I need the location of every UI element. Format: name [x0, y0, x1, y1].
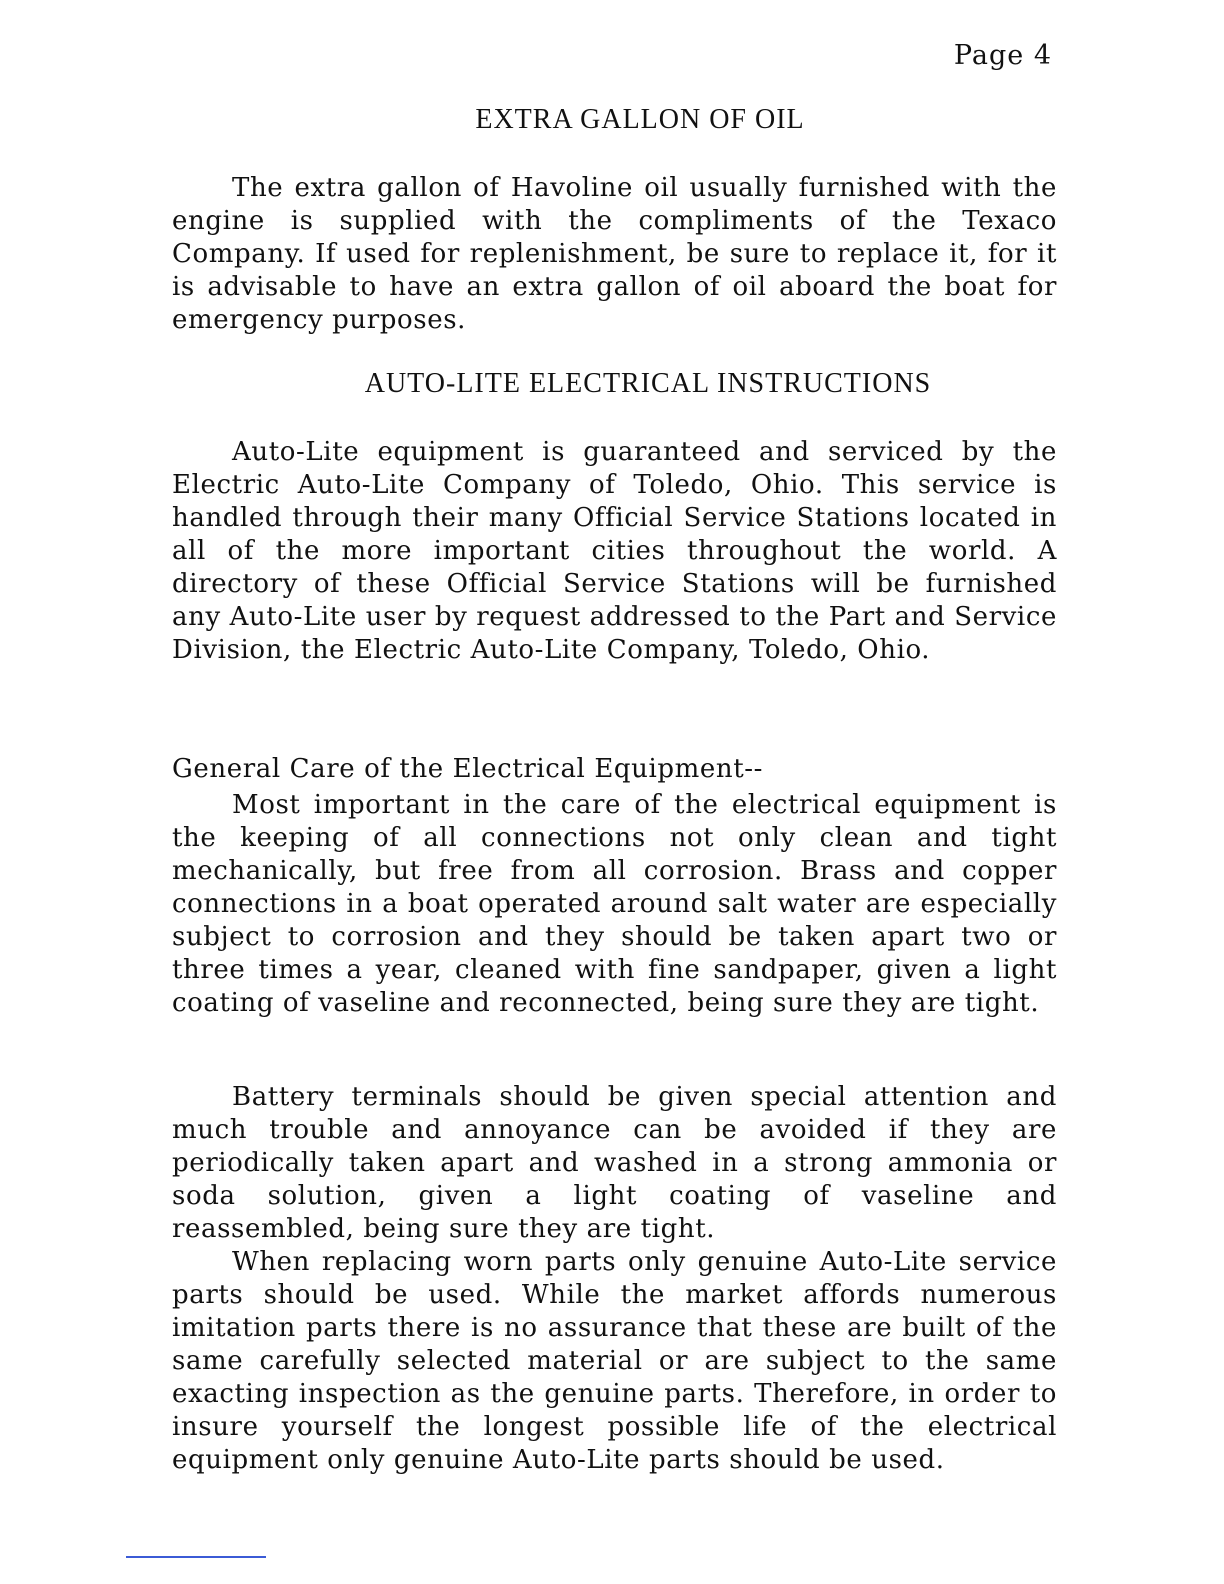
footnote-rule — [126, 1556, 266, 1558]
paragraph-extra-oil: The extra gallon of Havoline oil usually furnished with the engine is supplied with the compliments of the Texaco Company. If used for replenishment, be sure to replace it, for it is advisable to have an extra gallon of oil aboard the boat for emergency purposes. — [172, 173, 1057, 335]
page-number: Page 4 — [953, 40, 1052, 71]
subheading-general-care: General Care of the Electrical Equipment-- — [172, 754, 764, 784]
heading-auto-lite-electrical-instructions: AUTO-LITE ELECTRICAL INSTRUCTIONS — [364, 368, 932, 399]
paragraph-genuine-parts: When replacing worn parts only genuine Auto-Lite service parts should be used. While the market affords numerous imitation parts there is no assurance that these are built of the same carefully selected material or are subject to the same exacting inspection as the genuine parts. Therefore, in order to insure yourself the longest possible life of the electrical equipment only genuine Auto-Lite parts should be used. — [172, 1247, 1057, 1475]
paragraph-battery-terminals: Battery terminals should be given special attention and much trouble and annoyance can be avoided if they are periodically taken apart and washed in a strong ammonia or soda solution, given a light coating of vaseline and reassembled, being sure they are tight. — [172, 1082, 1057, 1244]
heading-extra-gallon-of-oil: EXTRA GALLON OF OIL — [475, 104, 805, 135]
paragraph-auto-lite-service: Auto-Lite equipment is guaranteed and serviced by the Electric Auto-Lite Company of Toledo, Ohio. This service is handled through their many Official Service Stations located in all of the more important cities throughout the world. A directory of these Official Service Stations will be furnished any Auto-Lite user by request addressed to the Part and Service Division, the Electric Auto-Lite Company, Toledo, Ohio. — [172, 437, 1057, 665]
paragraph-connections-care: Most important in the care of the electrical equipment is the keeping of all connections not only clean and tight mechanically, but free from all corrosion. Brass and copper connections in a boat operated around salt water are especially subject to corrosion and they should be taken apart two or three times a year, cleaned with fine sandpaper, given a light coating of vaseline and reconnected, being sure they are tight. — [172, 790, 1057, 1018]
